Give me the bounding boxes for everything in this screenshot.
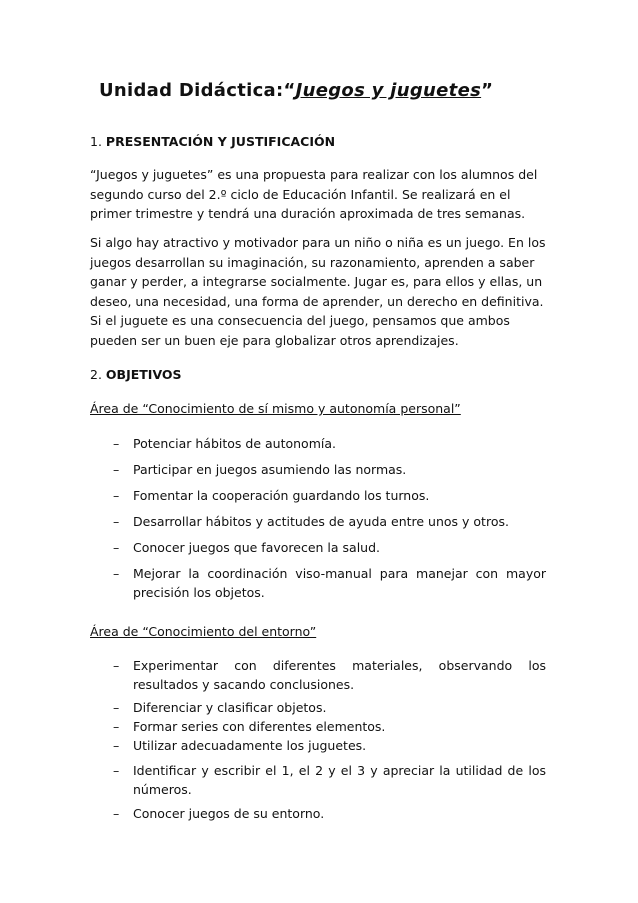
list-dash: – xyxy=(113,462,120,477)
document-title xyxy=(99,80,493,101)
section-1-paragraph-2: Si algo hay atractivo y motivador para un niño o niña es un juego. En los juegos desarrollan su imaginación, su razonamiento, aprenden a saber ganar y perder, a integrarse socialmente. Jugar es, para ellos y ellas, un deseo, una necesidad, una forma de aprender, un derecho en definitiva. Si el juguete es una consecuencia del juego, pensamos que ambos pueden ser un buen eje para globalizar otros aprendizajes. xyxy=(90,235,546,348)
list-item xyxy=(90,656,546,694)
list-dash: – xyxy=(113,719,120,734)
area-2-title: Área de “Conocimiento del entorno” xyxy=(90,624,317,639)
list-dash: – xyxy=(113,658,120,673)
list-dash: – xyxy=(113,436,120,451)
list-item-text: Mejorar la coordinación viso-manual para manejar con mayor precisión los objetos. xyxy=(133,566,546,600)
list-item xyxy=(90,761,546,799)
list-dash: – xyxy=(113,700,120,715)
list-item-text: Participar en juegos asumiendo las normas. xyxy=(133,462,407,477)
section-1-title: PRESENTACIÓN Y JUSTIFICACIÓN xyxy=(105,134,336,149)
list-item-text: Formar series con diferentes elementos. xyxy=(133,719,386,734)
list-item-text: Experimentar con diferentes materiales, observando los resultados y sacando conclusiones. xyxy=(133,658,546,692)
section-1-heading xyxy=(90,134,335,149)
list-item xyxy=(90,804,546,823)
list-dash: – xyxy=(113,488,120,503)
list-item-text: Conocer juegos que favorecen la salud. xyxy=(133,540,380,555)
section-2-number: 2. xyxy=(90,367,102,382)
section-1-paragraph-1: “Juegos y juguetes” es una propuesta para realizar con los alumnos del segundo curso del 2.º ciclo de Educación Infantil. Se realizará en el primer trimestre y tendrá una duración aproximada de tres semanas. xyxy=(90,167,538,221)
list-dash: – xyxy=(113,566,120,581)
list-item-text: Identificar y escribir el 1, el 2 y el 3 y apreciar la utilidad de los números. xyxy=(133,763,546,797)
list-item xyxy=(90,538,546,557)
list-item xyxy=(90,717,546,736)
title-underlined: Juegos y juguetes xyxy=(295,80,482,101)
list-item-text: Desarrollar hábitos y actitudes de ayuda entre unos y otros. xyxy=(133,514,509,529)
list-dash: – xyxy=(113,738,120,753)
list-dash: – xyxy=(113,763,120,778)
list-item-text: Utilizar adecuadamente los juguetes. xyxy=(133,738,367,753)
section-1-number: 1. xyxy=(90,134,102,149)
list-item-text: Potenciar hábitos de autonomía. xyxy=(133,436,336,451)
list-item xyxy=(90,512,546,531)
list-item xyxy=(90,434,546,453)
title-suffix: ” xyxy=(481,80,494,101)
list-item-text: Fomentar la cooperación guardando los turnos. xyxy=(133,488,430,503)
section-2-heading xyxy=(90,367,182,382)
list-item-text: Diferenciar y clasificar objetos. xyxy=(133,700,327,715)
list-item xyxy=(90,486,546,505)
list-item xyxy=(90,460,546,479)
title-prefix: Unidad Didáctica:“ xyxy=(99,80,296,101)
list-dash: – xyxy=(113,540,120,555)
list-dash: – xyxy=(113,806,120,821)
area-1-title: Área de “Conocimiento de sí mismo y autonomía personal” xyxy=(90,401,461,416)
list-item xyxy=(90,564,546,602)
section-2-title: OBJETIVOS xyxy=(105,367,182,382)
list-item-text: Conocer juegos de su entorno. xyxy=(133,806,325,821)
list-dash: – xyxy=(113,514,120,529)
list-item xyxy=(90,698,546,717)
list-item xyxy=(90,736,546,755)
